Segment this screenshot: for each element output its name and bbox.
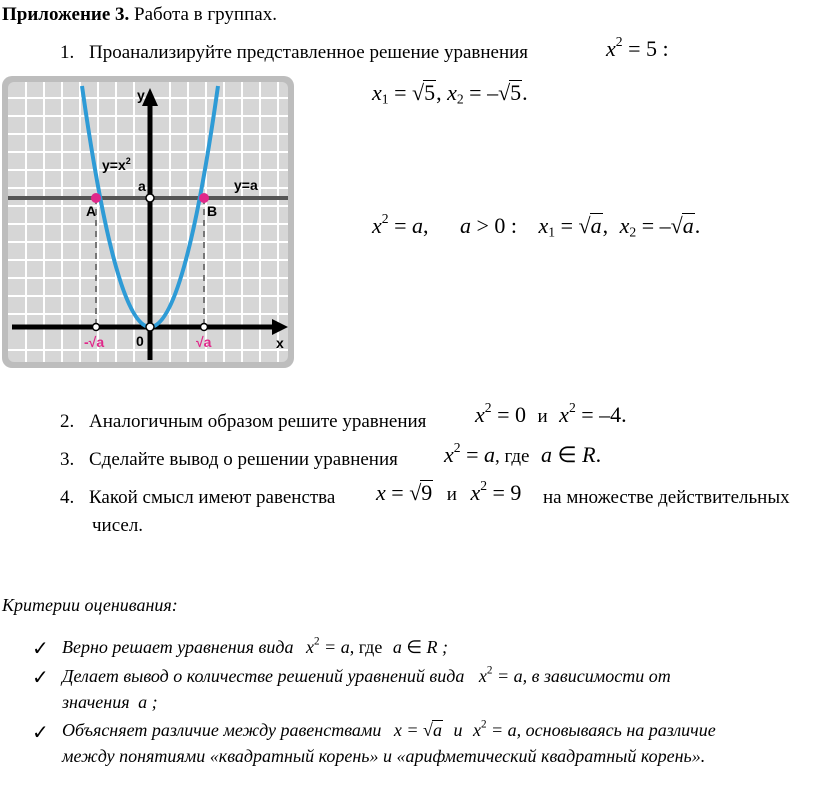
task2-text: Аналогичным образом решите уравнения — [89, 411, 427, 432]
task1-line — [60, 42, 528, 64]
neg-root-point — [93, 324, 100, 331]
criterion-1: Верно решает уравнения вида $x^2 = a$, где a ∈ R ; — [62, 635, 449, 657]
criterion-2-line2: значения a ; — [62, 692, 158, 712]
pos-root-label: √a — [196, 334, 212, 350]
point-a-on-y — [146, 194, 154, 202]
task4-number: 4. — [60, 487, 75, 508]
task2-equations: $x^2 = 0$ и $x^2 = -4$. — [475, 399, 627, 427]
task1-solution: $x_1 = √5$, $x_2 = -√5$. — [372, 80, 528, 107]
task4-line — [60, 487, 335, 509]
task1-equation: $x^2 = 5$ : — [606, 33, 669, 61]
criterion-2: Делает вывод о количестве решений уравнений вида $x^2 = a$, в зависимости от — [62, 664, 671, 686]
curve-label: $y=x^2$ — [102, 156, 131, 173]
criteria-title: Критерии оценивания: — [2, 595, 178, 615]
line-label: y=a — [234, 177, 258, 193]
a-label: a — [138, 178, 146, 194]
task1-number: 1. — [60, 42, 75, 63]
y-axis-label: y — [137, 87, 145, 103]
origin-label: 0 — [136, 333, 144, 349]
parabola-graph — [2, 76, 294, 368]
task3-text: Сделайте вывод о решении уравнения — [89, 449, 398, 470]
task3-number: 3. — [60, 449, 75, 470]
point-b-label: B — [207, 203, 218, 219]
task1-text: Проанализируйте представленное решение уравнения — [89, 42, 529, 63]
point-a — [91, 193, 101, 203]
check-icon: ✓ — [32, 667, 49, 689]
header-subtitle: Работа в группах. — [129, 4, 277, 25]
task2-number: 2. — [60, 411, 75, 432]
graph-svg — [2, 76, 294, 368]
criterion-3: Объясняет различие между равенствами x = √a и $x^2 = a$, основываясь на различие — [62, 718, 716, 740]
task4-text: Какой смысл имеют равенства — [89, 487, 336, 508]
header-title: Приложение 3. — [2, 4, 130, 25]
neg-root-label: -√a — [84, 334, 105, 350]
task4-line2: чисел. — [92, 515, 144, 536]
criterion-3-line2: между понятиями «квадратный корень» и «арифметический квадратный корень». — [62, 746, 706, 766]
header — [2, 4, 277, 26]
general-solution: $x^2 = a$, a > 0 : $x_1 = √a$, $x_2 = -√a$. — [372, 210, 701, 240]
check-icon: ✓ — [32, 638, 49, 660]
check-icon: ✓ — [32, 722, 49, 744]
task4-tail: на множестве действительных — [543, 487, 790, 508]
origin-point — [146, 323, 154, 331]
task4-equations: x = √9 и $x^2 = 9$ — [376, 477, 522, 505]
point-b — [199, 193, 209, 203]
pos-root-point — [201, 324, 208, 331]
task2-line — [60, 411, 426, 433]
task3-line — [60, 449, 398, 471]
x-axis-label: x — [276, 335, 284, 351]
point-a-label: A — [86, 203, 97, 219]
task3-equation: $x^2 = a$, где a ∈ R. — [444, 439, 602, 467]
